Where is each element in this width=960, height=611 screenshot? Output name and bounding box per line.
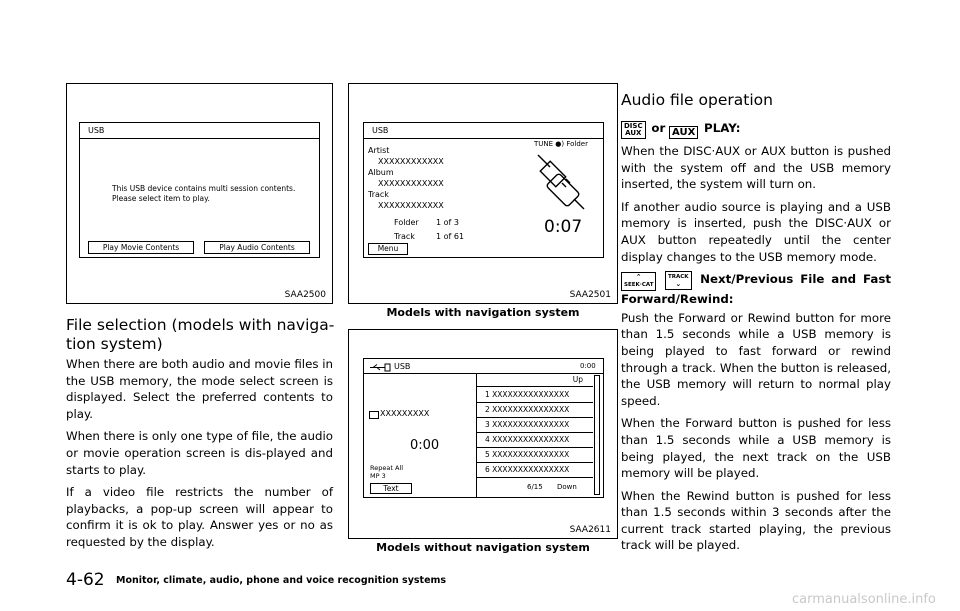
heading-line-1: File selection (models with naviga-	[66, 316, 335, 334]
usb-list-screen	[363, 358, 604, 498]
play-time: 0:00	[410, 438, 440, 453]
play-movie-button[interactable]: Play Movie Contents	[88, 241, 194, 254]
list-item[interactable]: 1 XXXXXXXXXXXXXXX	[477, 388, 593, 403]
usb-plug-icon	[532, 151, 594, 215]
down-button[interactable]: Down	[557, 483, 577, 491]
track-value: XXXXXXXXXXXX	[378, 201, 444, 210]
figure-caption-nav: Models with navigation system	[386, 306, 580, 319]
usb-icon	[369, 363, 391, 372]
figure-saa2501	[348, 83, 618, 304]
disc-aux-key-icon: DISC AUX	[621, 121, 646, 139]
paragraph: If another audio source is playing and a USB memory is inserted, push the DISC·AUX or AUX button repeatedly until the center display changes to the USB memory mode.	[621, 199, 891, 264]
usb-select-screen	[79, 122, 320, 258]
paragraph: When there are both audio and movie files in the USB memory, the mode select screen is displayed. Select the preferred contents to play.	[66, 357, 333, 421]
figure-saa2500	[66, 83, 333, 304]
clock: 0:00	[580, 362, 596, 370]
figure-code: SAA2611	[569, 525, 611, 535]
file-format: MP 3	[370, 472, 386, 480]
artist-label: Artist	[368, 146, 390, 155]
screen-title: USB	[372, 126, 389, 135]
section-heading-audio-file: Audio file operation	[621, 91, 773, 109]
repeat-status: Repeat All	[370, 464, 404, 472]
track-list	[476, 374, 593, 498]
left-body-text	[66, 356, 333, 557]
screen-title: USB	[88, 126, 105, 135]
paragraph: If a video file restricts the number of playbacks, a pop-up screen will appear to confirm it is ok to play. Answer yes or no as requested by the display.	[66, 485, 333, 549]
seek-cat-key-icon: ⌃ SEEK·CAT	[621, 272, 656, 291]
section-heading-file-selection	[66, 316, 338, 354]
album-label: Album	[368, 168, 394, 177]
list-item[interactable]: 5 XXXXXXXXXXXXXXX	[477, 448, 593, 463]
paragraph: When the Rewind button is pushed for less than 1.5 seconds within 3 seconds after the current track started playing, the previous track will be played.	[621, 488, 891, 553]
page-indicator: 6/15	[527, 483, 543, 491]
paragraph: When the DISC·AUX or AUX button is pushed with the system off and the USB memory inserted, the system will turn on.	[621, 144, 891, 192]
folder-icon	[369, 411, 379, 419]
album-value: XXXXXXXXXXXX	[378, 179, 444, 188]
message-line-2: Please select item to play.	[112, 194, 210, 203]
folder-label: Folder	[394, 218, 419, 227]
elapsed-time: 0:07	[544, 217, 583, 237]
figure-code: SAA2500	[284, 290, 326, 300]
track2-label: Track	[394, 232, 415, 241]
page-number: 4-62	[66, 570, 105, 590]
list-item[interactable]: 4 XXXXXXXXXXXXXXX	[477, 433, 593, 448]
message-line-1: This USB device contains multi session contents.	[112, 184, 296, 193]
next-previous-subhead: ⌃ SEEK·CAT TRACK ⌄ Next/Previous File and Fast Forward/Rewind:	[621, 272, 892, 307]
screen-title: USB	[394, 362, 411, 371]
chapter-title: Monitor, climate, audio, phone and voice recognition systems	[116, 575, 447, 586]
usb-audio-screen	[363, 122, 604, 258]
right-body-text	[621, 120, 891, 560]
folder-value: 1 of 3	[436, 218, 459, 227]
paragraph: When there is only one type of file, the audio or movie operation screen is dis-played and starts to play.	[66, 429, 333, 477]
text-button[interactable]: Text	[370, 483, 412, 494]
folder-name: XXXXXXXXX	[380, 409, 430, 418]
figure-code: SAA2501	[569, 290, 611, 300]
artist-value: XXXXXXXXXXXX	[378, 157, 444, 166]
track-key-icon: TRACK ⌄	[665, 271, 692, 290]
figure-caption-no-nav: Models without navigation system	[376, 541, 590, 554]
list-item[interactable]: 2 XXXXXXXXXXXXXXX	[477, 403, 593, 418]
watermark: carmanualsonline.info	[792, 592, 936, 607]
figure-saa2611	[348, 329, 618, 539]
tune-folder-label: TUNE ●) Folder	[534, 140, 588, 148]
aux-key-icon: AUX	[669, 126, 698, 139]
play-subhead: DISC AUX or AUX PLAY:	[621, 120, 891, 139]
track2-value: 1 of 61	[436, 232, 465, 241]
paragraph: Push the Forward or Rewind button for more than 1.5 seconds while a USB memory is being played to fast forward or rewind through a track. When the button is released, the USB memory will return to normal play speed.	[621, 310, 891, 408]
paragraph: When the Forward button is pushed for less than 1.5 seconds while a USB memory is being played, the next track on the USB memory will be played.	[621, 416, 891, 481]
title-divider	[80, 138, 319, 139]
menu-button[interactable]: Menu	[368, 243, 408, 255]
track-label: Track	[368, 190, 389, 199]
play-audio-button[interactable]: Play Audio Contents	[204, 241, 310, 254]
heading-line-2: tion system)	[66, 335, 163, 353]
list-item[interactable]: 6 XXXXXXXXXXXXXXX	[477, 463, 593, 478]
list-item[interactable]: 3 XXXXXXXXXXXXXXX	[477, 418, 593, 433]
scrollbar[interactable]	[594, 375, 600, 495]
title-divider	[364, 138, 603, 139]
up-button[interactable]: Up	[477, 374, 593, 387]
